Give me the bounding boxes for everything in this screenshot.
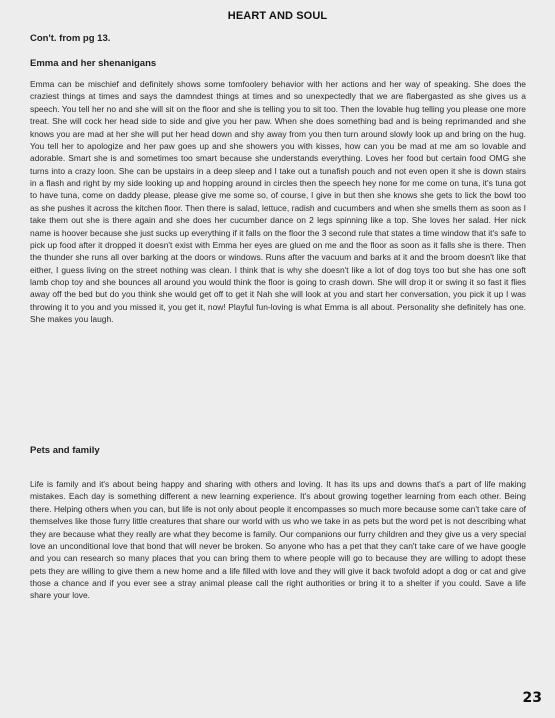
continuation-note: Con't. from pg 13. bbox=[30, 33, 111, 44]
section-body-pets-family: Life is family and it's about being happy and sharing with others and loving. It has its ups and downs that's a part of life making mistakes. Each day is something different a new learning experience. It's about growing together learning from each other. Being there. Helping others when you can, but life is not only about people it encompasses so much more because some can't take care of themselves like those furry little creatures that share our world with us who we take in as pets but the word pet is not describing what they are because what they really are what they become is family. Our companions our furry children and they give us a very special love an unconditional love that bond that will never be broken. So anyone who has a pet that they can't take care of we have google and you can research so many places that you can bring them to where people will go to because they are willing to adopt these pets they are willing to give them a new home and a life filled with love and they will give it back twofold adopt a dog or cat and give those a chance and if you ever see a stray animal please call the right authorities or bring it to a shelter if you could. Save a life share your love. bbox=[30, 479, 526, 601]
page-header-title: HEART AND SOUL bbox=[227, 10, 328, 22]
section-title-pets-family: Pets and family bbox=[30, 445, 100, 456]
section-body-emma: Emma can be mischief and definitely shows some tomfoolery behavior with her actions and her way of speaking. She does the craziest things at times and says the damndest things at times and so unexpectedly that we are flabergasted as she gives us a speech. You tell her no and she will sit on the floor and she is telling you to sit too. Then the lovable hug telling you please one more treat. She will cock her head side to side and give you her paw. When she does something bad and is being reprimanded and she knows you are mad at her she will put her head down and shy away from you then turn around slowly look up and bring on the hug. You tell her to apologize and her paw goes up and she showers you with kisses, how can you be mad at me am so lovable and adorable. Smart she is and sometimes too smart because she understands everything. Loves her food but certain food OMG she turns into a crazy loon. She can be upstairs in a deep sleep and I take out a tunafish pouch and not even open it she is down stairs in a flash and right by my side looking up and hopping around in circles then the speech hey none for me come on tuna, it's tuna got to have tuna, come on daddy please, please give me some so, of course, I give in but then she knows she gets to lick the bowl too as she pushes it across the kitchen floor. Then there is salad, lettuce, radish and cucumbers and when she smells them as soon as I take them out she is there again and she does her cucumber dance on 2 legs spinning like a top. She loves her salad. Her nick name is hoover because she just sucks up everything if it falls on the floor the 3 second rule that states a time window that it's safe to pick up food after it dropped it doesn't exist with Emma her eyes are glued on me and the floor as soon as it falls she is there. Then the thunder she runs all over barking at the doors or windows. Runs after the vacuum and barks at it and the broom doesn't like that either, I guess living on the street nothing was clean. I think that is why she doesn't like a lot of dog toys too but she has one soft lamb chop toy and she bounces all around you would think the floor is going to crash down. She will drop it or swing it so fast it flies away off the bed but do you think she would get off to get it Nah she will look at you and start her conversation, you pick it up I was throwing it to you and you missed it, you get it, now! Playful fun-loving is what Emma is all about. Personality she definitely has one. She makes you laugh. bbox=[30, 79, 526, 325]
page-number: 23 bbox=[522, 690, 542, 706]
section-title-emma: Emma and her shenanigans bbox=[30, 58, 157, 69]
